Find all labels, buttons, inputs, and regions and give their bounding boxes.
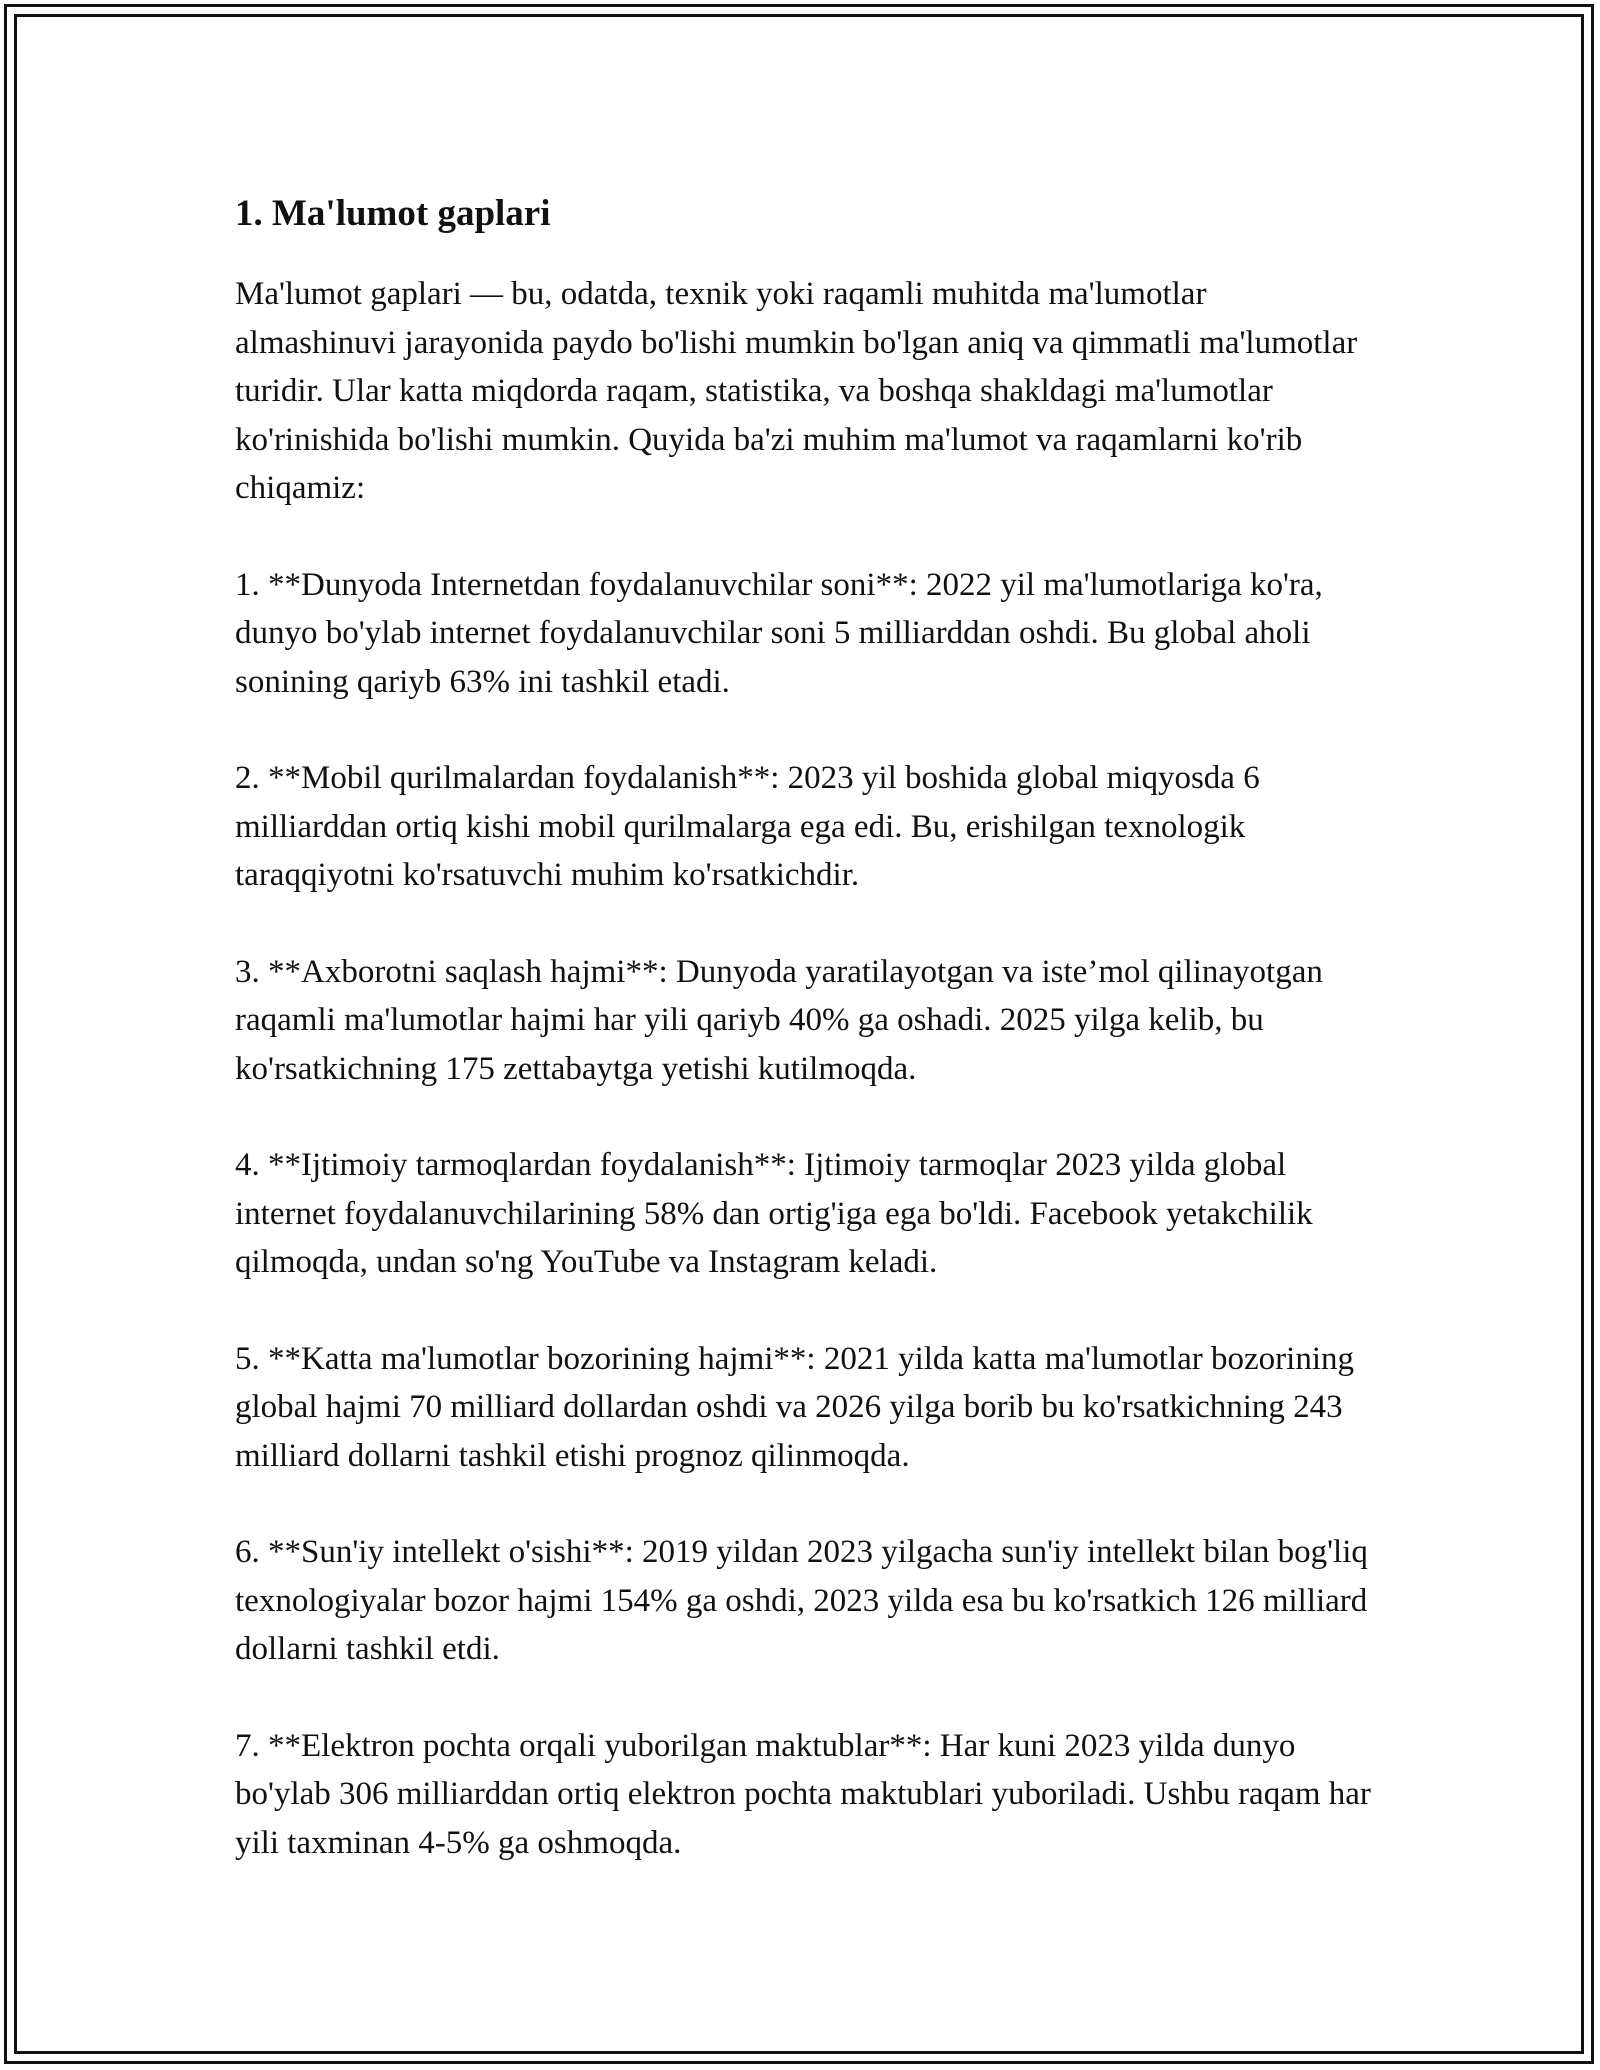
list-item-internet-users: 1. **Dunyoda Internetdan foydalanuvchilar soni**: 2022 yil ma'lumotlariga ko'ra, dunyo bo'ylab internet foydalanuvchilar soni 5 milliarddan oshdi. Bu global aholi sonining qariyb 63% ini tashkil etadi. — [235, 566, 1323, 700]
list-item-email: 7. **Elektron pochta orqali yuborilgan maktublar**: Har kuni 2023 yilda dunyo bo'ylab 306 milliarddan ortiq elektron pochta maktublari yuboriladi. Ushbu raqam har yili taxminan 4-5% ga oshmoqda. — [235, 1727, 1371, 1861]
section-heading: 1. Ma'lumot gaplari — [235, 193, 551, 234]
document-body — [235, 186, 1375, 1915]
list-item-social-networks: 4. **Ijtimoiy tarmoqlardan foydalanish**: Ijtimoiy tarmoqlar 2023 yilda global internet foydalanuvchilarining 58% dan ortig'iga ega bo'ldi. Facebook yetakchilik qilmoqda, undan so'ng YouTube va Instagram keladi. — [235, 1147, 1313, 1280]
list-item-ai-growth: 6. **Sun'iy intellekt o'sishi**: 2019 yildan 2023 yilgacha sun'iy intellekt bilan bog'liq texnologiyalar bozor hajmi 154% ga oshdi, 2023 yilda esa bu ko'rsatkich 126 milliard dollarni tashkil etdi. — [235, 1534, 1368, 1667]
list-item-data-storage: 3. **Axborotni saqlash hajmi**: Dunyoda yaratilayotgan va iste’mol qilinayotgan raqamli ma'lumotlar hajmi har yili qariyb 40% ga oshadi. 2025 yilga kelib, bu ko'rsatkichning 175 zettabaytga yetishi kutilmoqda. — [235, 953, 1323, 1087]
list-item-big-data-market: 5. **Katta ma'lumotlar bozorining hajmi**: 2021 yilda katta ma'lumotlar bozorining global hajmi 70 milliard dollardan oshdi va 2026 yilga borib bu ko'rsatkichning 243 milliard dollarni tashkil etishi prognoz qilinmoqda. — [235, 1340, 1354, 1474]
list-item-mobile-devices: 2. **Mobil qurilmalardan foydalanish**: 2023 yil boshida global miqyosda 6 milliarddan ortiq kishi mobil qurilmalarga ega edi. Bu, erishilgan texnologik taraqqiyotni ko'rsatuvchi muhim ko'rsatkichdir. — [235, 760, 1260, 893]
intro-paragraph: Ma'lumot gaplari — bu, odatda, texnik yoki raqamli muhitda ma'lumotlar almashinuvi jarayonida paydo bo'lishi mumkin bo'lgan aniq va qimmatli ma'lumotlar turidir. Ular katta miqdorda raqam, statistika, va boshqa shakldagi ma'lumotlar ko'rinishida bo'lishi mumkin. Quyida ba'zi muhim ma'lumot va raqamlarni ko'rib chiqamiz: — [235, 276, 1358, 506]
